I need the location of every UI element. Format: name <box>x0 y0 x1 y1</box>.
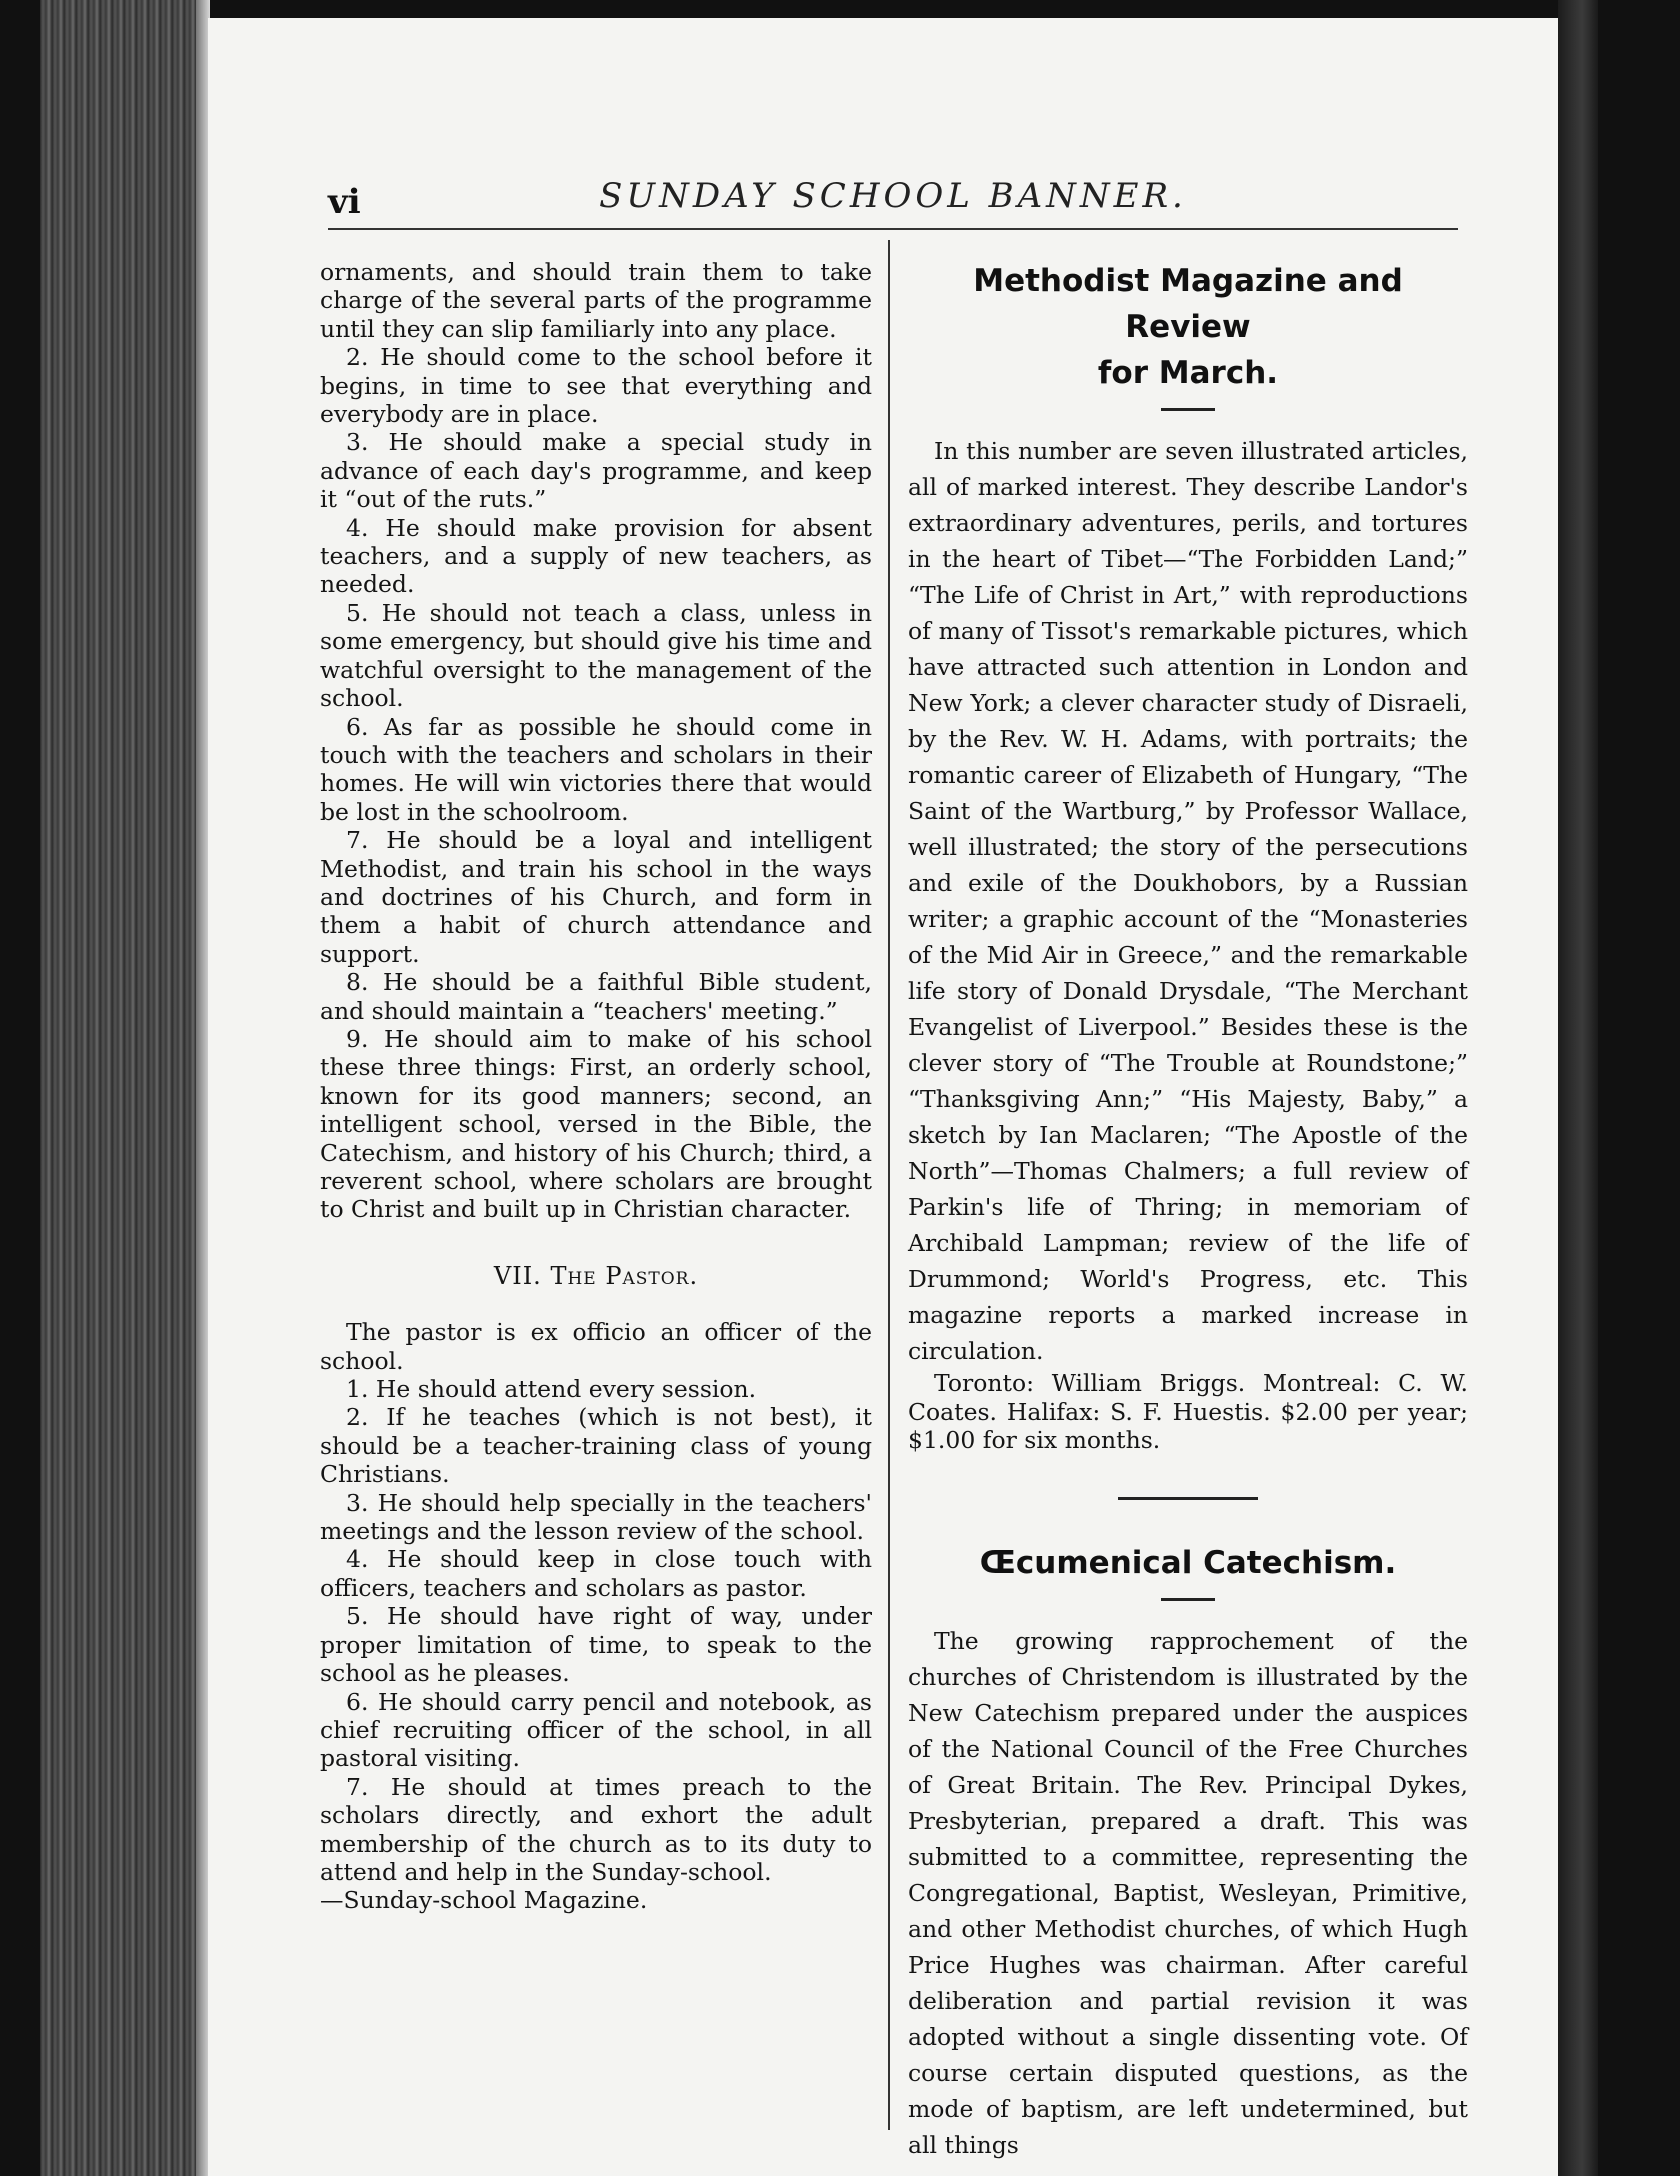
title-rule <box>1161 1598 1215 1601</box>
title-line: for March. <box>1097 355 1279 391</box>
paragraph: 3. He should make a special study in advance of each day's programme, and keep it “out of the ruts.” <box>320 428 872 514</box>
paragraph: 8. He should be a faithful Bible student, and should maintain a “teachers' meeting.” <box>320 968 872 1025</box>
paragraph: 4. He should make provision for absent teachers, and a supply of new teachers, as needed. <box>320 513 872 599</box>
section-numeral: VII. <box>493 1261 542 1290</box>
page-number: vi <box>328 182 361 222</box>
paragraph: 6. As far as possible he should come in touch with the teachers and scholars in their homes. He will win victories there that would be lost in the schoolroom. <box>320 712 872 826</box>
title-line: Methodist Magazine and Review <box>973 263 1403 345</box>
paragraph: 6. He should carry pencil and notebook, as chief recruiting officer of the school, in all pastoral visiting. <box>320 1687 872 1773</box>
paragraph: The pastor is ex officio an officer of the school. <box>320 1318 872 1375</box>
article-body: The growing rapprochement of the churches of Christendom is illustrated by the New Catechism prepared under the auspices of the National Council of the Free Churches of Great Britain. The Rev. Principal Dykes, Presbyterian, prepared a draft. This was submitted to a committee, representing the Congregational, Baptist, Wesleyan, Primitive, and other Methodist churches, of which Hugh Price Hughes was chairman. After careful deliberation and partial revision it was adopted without a single dissenting vote. Of course certain disputed questions, as the mode of baptism, are left undetermined, but all things <box>908 1626 1468 2159</box>
paragraph: ornaments, and should train them to take charge of the several parts of the programme until they can slip familiarly into any place. <box>320 258 872 343</box>
article-title-methodist-magazine <box>908 258 1468 396</box>
paragraph: 1. He should attend every session. <box>346 1375 757 1404</box>
paragraph: 2. He should come to the school before it begins, in time to see that everything and everybody are in place. <box>320 343 872 429</box>
article-title-catechism: Œcumenical Catechism. <box>979 1544 1397 1581</box>
paragraph: 9. He should aim to make of his school these three things: First, an orderly school, known for its good manners; second, an intelligent school, versed in the Bible, the Catechism, and history of his Church; third, a reverent school, where scholars are brought to Christ and built up in Christian character. <box>320 1024 872 1224</box>
book-page <box>208 18 1558 2176</box>
source-attribution: —Sunday-school Magazine. <box>320 1886 648 1915</box>
page-edge <box>1558 0 1598 2176</box>
publisher-info: Toronto: William Briggs. Montreal: C. W. Coates. Halifax: S. F. Huestis. $2.00 per year; $1.00 for six months. <box>908 1369 1468 1455</box>
column-divider <box>888 240 890 2130</box>
title-rule <box>1161 408 1215 411</box>
paragraph: 5. He should not teach a class, unless in some emergency, but should give his time and watchful oversight to the management of the school. <box>320 598 872 713</box>
book-spine <box>40 0 210 2176</box>
section-title: The Pastor. <box>550 1261 699 1290</box>
paragraph: 3. He should help specially in the teachers' meetings and the lesson review of the school. <box>320 1488 872 1546</box>
paragraph: 5. He should have right of way, under proper limitation of time, to speak to the school as he pleases. <box>320 1602 872 1688</box>
paragraph: 7. He should be a loyal and intelligent Methodist, and train his school in the ways and doctrines of his Church, and form in them a habit of church attendance and support. <box>320 826 872 968</box>
article-body: In this number are seven illustrated articles, all of marked interest. They describe Landor's extraordinary adventures, perils, and tortures in the heart of Tibet—“The Forbidden Land;” “The Life of Christ in Art,” with reproductions of many of Tissot's remarkable pictures, which have attracted such attention in London and New York; a clever character study of Disraeli, by the Rev. W. H. Adams, with portraits; the romantic career of Elizabeth of Hungary, “The Saint of the Wartburg,” by Professor Wallace, well illustrated; the story of the persecutions and exile of the Doukhobors, by a Russian writer; a graphic account of the “Monasteries of the Mid Air in Greece,” and the remarkable life story of Donald Drysdale, “The Merchant Evangelist of Liverpool.” Besides these is the clever story of “The Trouble at Roundstone;” “Thanksgiving Ann;” “His Majesty, Baby,” a sketch by Ian Maclaren; “The Apostle of the North”—Thomas Chalmers; a full review of Parkin's life of Thring; in memoriam of Archibald Lampman; review of the life of Drummond; World's Progress, etc. This magazine reports a marked increase in circulation. <box>908 437 1468 1365</box>
paragraph: 7. He should at times preach to the scholars directly, and exhort the adult membership of the church as to its duty to attend and help in the Sunday-school. <box>320 1772 872 1886</box>
journal-title: SUNDAY SCHOOL BANNER. <box>599 176 1187 216</box>
running-head <box>328 168 1458 230</box>
section-heading <box>320 1262 872 1290</box>
section-divider <box>1118 1497 1258 1500</box>
left-column <box>320 258 872 1915</box>
right-column <box>908 258 1468 2163</box>
paragraph: 4. He should keep in close touch with officers, teachers and scholars as pastor. <box>320 1545 872 1602</box>
paragraph: 2. If he teaches (which is not best), it should be a teacher-training class of young Christians. <box>320 1403 872 1489</box>
